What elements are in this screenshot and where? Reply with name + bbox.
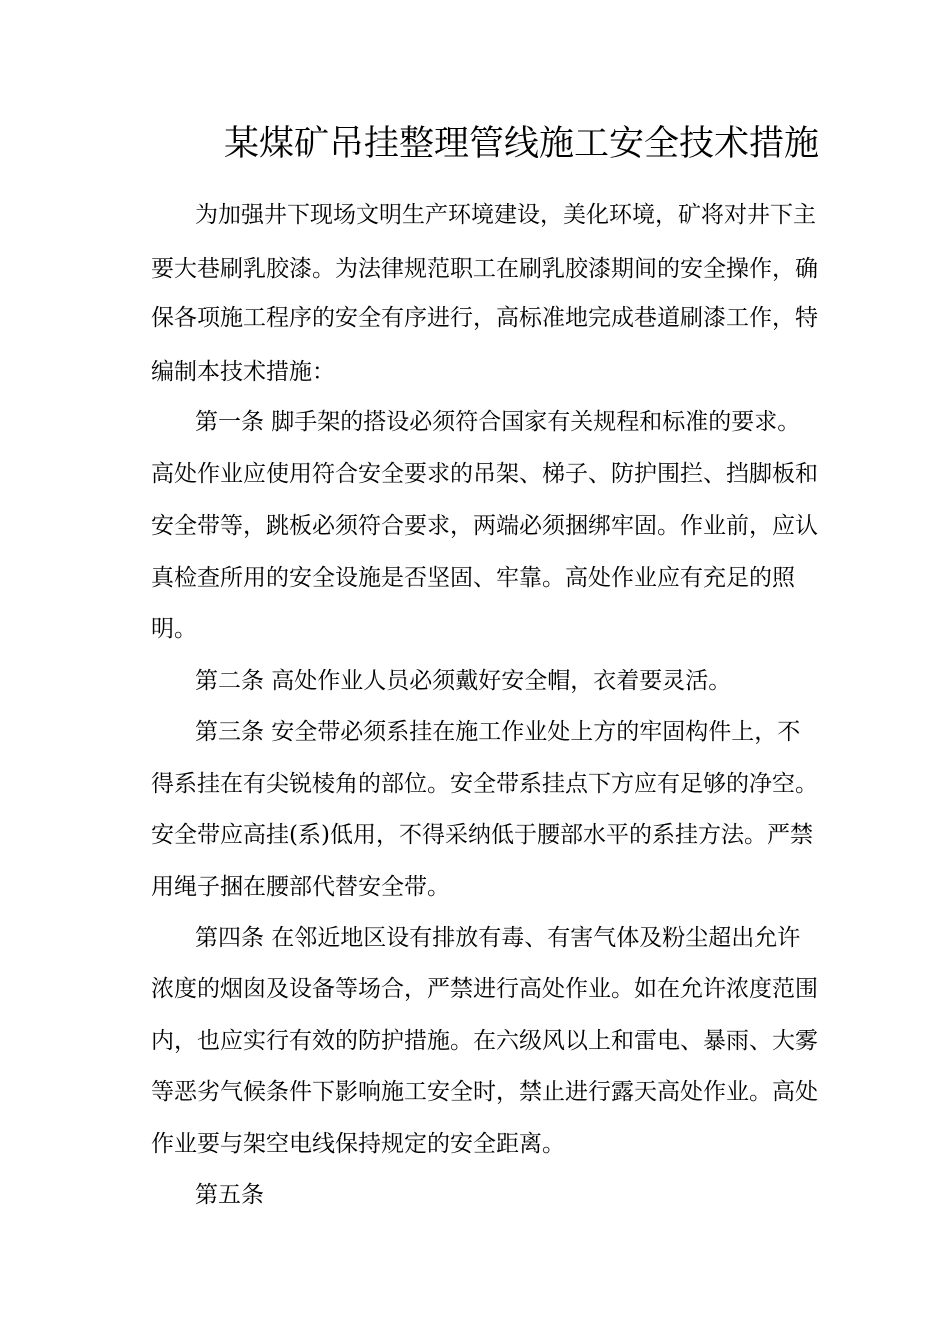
paragraph-line: 作业要与架空电线保持规定的安全距离。 [151, 1131, 565, 1157]
paragraph-line: 得系挂在有尖锐棱角的部位。安全带系挂点下方应有足够的净空。 [151, 771, 818, 797]
paragraph-line: 内，也应实行有效的防护措施。在六级风以上和雷电、暴雨、大雾 [151, 1028, 818, 1054]
paragraph-line: 安全带应高挂(系)低用，不得采纳低于腰部水平的系挂方法。严禁 [151, 822, 813, 848]
paragraph-line: 要大巷刷乳胶漆。为法律规范职工在刷乳胶漆期间的安全操作，确 [151, 256, 818, 282]
paragraph-line: 高处作业应使用符合安全要求的吊架、梯子、防护围拦、挡脚板和 [151, 461, 818, 487]
paragraph-line: 浓度的烟囱及设备等场合，严禁进行高处作业。如在允许浓度范围 [151, 976, 818, 1002]
paragraph-line: 用绳子捆在腰部代替安全带。 [151, 874, 450, 900]
article-5-line: 第五条 [195, 1182, 264, 1208]
paragraph-line: 明。 [151, 616, 197, 642]
paragraph-line: 为加强井下现场文明生产环境建设，美化环境，矿将对井下主 [195, 202, 816, 228]
document-title: 某煤矿吊挂整理管线施工安全技术措施 [224, 124, 820, 164]
article-1-line: 第一条 脚手架的搭设必须符合国家有关规程和标准的要求。 [195, 409, 801, 435]
paragraph-line: 安全带等，跳板必须符合要求，两端必须捆绑牢固。作业前，应认 [151, 513, 818, 539]
article-2-line: 第二条 高处作业人员必须戴好安全帽，衣着要灵活。 [195, 668, 732, 694]
paragraph-line: 真检查所用的安全设施是否坚固、牢靠。高处作业应有充足的照 [151, 565, 795, 591]
paragraph-line: 等恶劣气候条件下影响施工安全时，禁止进行露天高处作业。高处 [151, 1079, 818, 1105]
article-4-line: 第四条 在邻近地区设有排放有毒、有害气体及粉尘超出允许 [195, 925, 801, 951]
paragraph-line: 编制本技术措施： [151, 359, 335, 385]
article-3-line: 第三条 安全带必须系挂在施工作业处上方的牢固构件上，不 [195, 719, 801, 745]
paragraph-line: 保各项施工程序的安全有序进行，高标准地完成巷道刷漆工作，特 [151, 305, 818, 331]
